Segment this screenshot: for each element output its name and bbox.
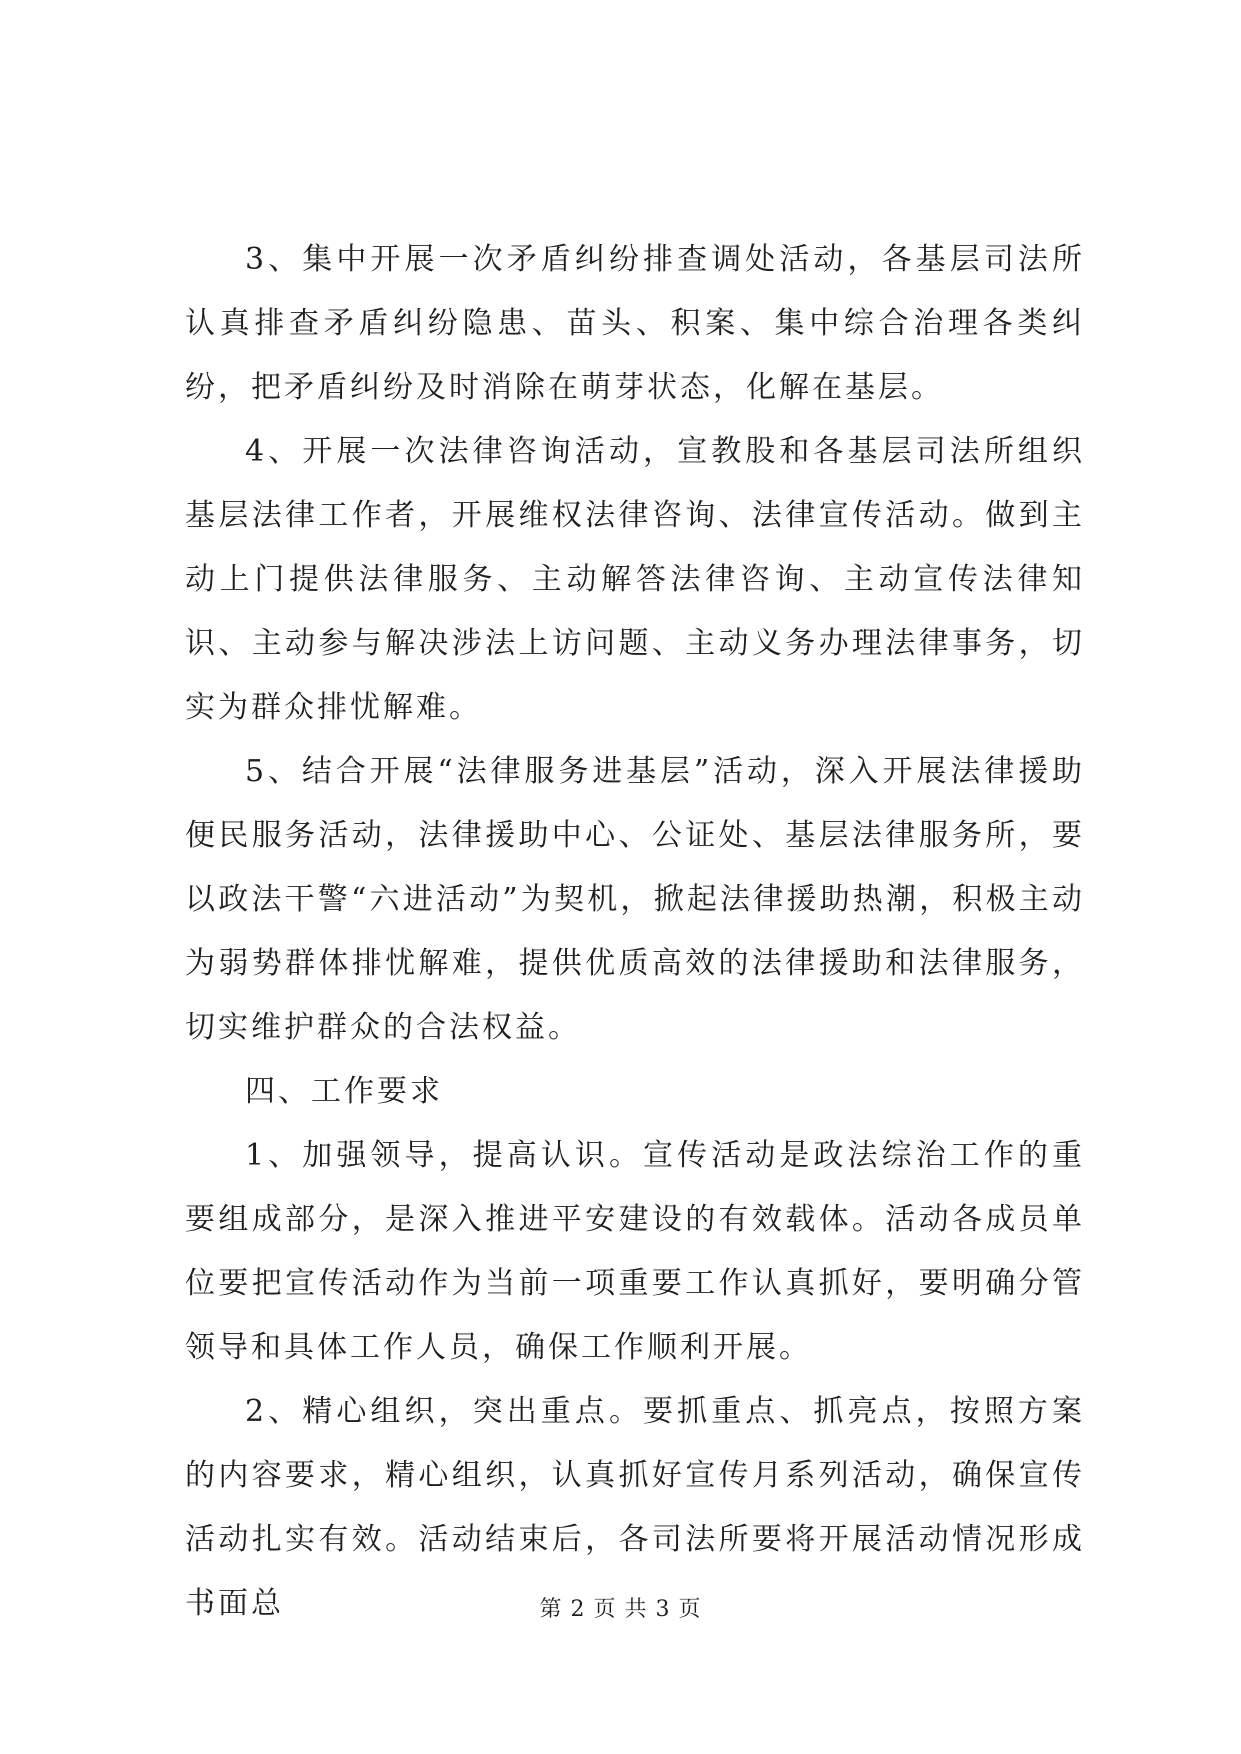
paragraph-item-4: 4、开展一次法律咨询活动，宣教股和各基层司法所组织基层法律工作者，开展维权法律咨询、法律宣传活动。做到主动上门提供法律服务、主动解答法律咨询、主动宣传法律知识、主动参与解决涉法上访问题、主动义务办理法律事务，切实为群众排忧解难。 [185, 434, 1085, 725]
page-number-footer: 第 2 页 共 3 页 [539, 1597, 702, 1622]
requirement-item-2: 2、精心组织，突出重点。要抓重点、抓亮点，按照方案的内容要求，精心组织，认真抓好宣传月系列活动，确保宣传活动扎实有效。活动结束后，各司法所要将开展活动情况形成书面总 [185, 1394, 1085, 1621]
requirement-item-1: 1、加强领导，提高认识。宣传活动是政法综治工作的重要组成部分，是深入推进平安建设的有效载体。活动各成员单位要把宣传活动作为当前一项重要工作认真抓好，要明确分管领导和具体工作人员，确保工作顺利开展。 [185, 1138, 1085, 1365]
document-body [185, 228, 1085, 1636]
section-heading: 四、工作要求 [245, 1074, 443, 1109]
paragraph-item-3: 3、集中开展一次矛盾纠纷排查调处活动，各基层司法所认真排查矛盾纠纷隐患、苗头、积案、集中综合治理各类纠纷，把矛盾纠纷及时消除在萌芽状态，化解在基层。 [185, 242, 1085, 405]
paragraph-item-5: 5、结合开展“法律服务进基层”活动，深入开展法律援助便民服务活动，法律援助中心、公证处、基层法律服务所，要以政法干警“六进活动”为契机，掀起法律援助热潮，积极主动为弱势群体排忧解难，提供优质高效的法律援助和法律服务，切实维护群众的合法权益。 [185, 754, 1085, 1045]
